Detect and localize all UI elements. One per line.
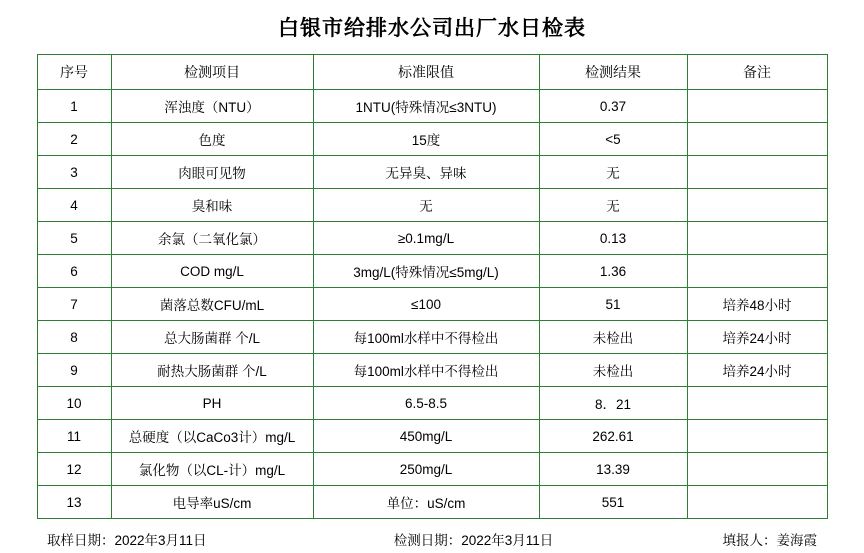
cell-limit: ≥0.1mg/L	[313, 222, 539, 255]
cell-result: 1.36	[539, 255, 687, 288]
cell-no: 12	[37, 453, 111, 486]
cell-limit: 单位：uS/cm	[313, 486, 539, 519]
cell-limit: ≤100	[313, 288, 539, 321]
cell-result: 未检出	[539, 354, 687, 387]
cell-no: 4	[37, 189, 111, 222]
table-row	[37, 90, 827, 123]
cell-no: 5	[37, 222, 111, 255]
column-header-item: 检测项目	[111, 55, 313, 90]
cell-item: PH	[111, 387, 313, 420]
table-row	[37, 453, 827, 486]
cell-limit: 每100ml水样中不得检出	[313, 321, 539, 354]
cell-limit: 无	[313, 189, 539, 222]
cell-remark: 培养24小时	[687, 321, 827, 354]
cell-item: 电导率uS/cm	[111, 486, 313, 519]
cell-remark	[687, 486, 827, 519]
reporter-name: 填报人：姜海霞	[722, 533, 817, 548]
cell-remark: 培养24小时	[687, 354, 827, 387]
cell-limit: 每100ml水样中不得检出	[313, 354, 539, 387]
table-row	[37, 189, 827, 222]
table-row	[37, 255, 827, 288]
column-header-limit: 标准限值	[313, 55, 539, 90]
cell-result: 无	[539, 189, 687, 222]
cell-limit: 1NTU(特殊情况≤3NTU)	[313, 90, 539, 123]
column-header-no: 序号	[37, 55, 111, 90]
column-header-result: 检测结果	[539, 55, 687, 90]
table-header-row	[37, 55, 827, 90]
cell-limit: 无异臭、异味	[313, 156, 539, 189]
cell-remark	[687, 189, 827, 222]
cell-item: 臭和味	[111, 189, 313, 222]
table-row	[37, 387, 827, 420]
table-row	[37, 288, 827, 321]
table-row	[37, 222, 827, 255]
cell-result: 262.61	[539, 420, 687, 453]
test-date: 检测日期：2022年3月11日	[393, 533, 554, 548]
cell-item: 色度	[111, 123, 313, 156]
cell-no: 7	[37, 288, 111, 321]
cell-result: 8．21	[539, 387, 687, 420]
cell-no: 1	[37, 90, 111, 123]
table-row	[37, 321, 827, 354]
page-title: 白银市给排水公司出厂水日检表	[278, 17, 586, 40]
table-row	[37, 354, 827, 387]
cell-no: 13	[37, 486, 111, 519]
cell-limit: 6.5-8.5	[313, 387, 539, 420]
cell-result: 13.39	[539, 453, 687, 486]
cell-item: 肉眼可见物	[111, 156, 313, 189]
cell-item: 余氯（二氧化氯）	[111, 222, 313, 255]
cell-result: <5	[539, 123, 687, 156]
table-row	[37, 123, 827, 156]
cell-no: 10	[37, 387, 111, 420]
table-row	[37, 420, 827, 453]
cell-result: 51	[539, 288, 687, 321]
cell-remark	[687, 156, 827, 189]
table-row	[37, 486, 827, 519]
cell-remark	[687, 123, 827, 156]
cell-result: 0.37	[539, 90, 687, 123]
cell-item: 菌落总数CFU/mL	[111, 288, 313, 321]
cell-limit: 3mg/L(特殊情况≤5mg/L)	[313, 255, 539, 288]
cell-no: 3	[37, 156, 111, 189]
cell-item: 总硬度（以CaCo3计）mg/L	[111, 420, 313, 453]
cell-item: 浑浊度（NTU）	[111, 90, 313, 123]
cell-no: 2	[37, 123, 111, 156]
cell-limit: 450mg/L	[313, 420, 539, 453]
table-row	[37, 156, 827, 189]
column-header-remark: 备注	[687, 55, 827, 90]
sampling-date: 取样日期：2022年3月11日	[47, 533, 207, 548]
cell-remark	[687, 420, 827, 453]
cell-item: 耐热大肠菌群 个/L	[111, 354, 313, 387]
cell-no: 11	[37, 420, 111, 453]
cell-remark	[687, 255, 827, 288]
cell-result: 551	[539, 486, 687, 519]
cell-remark: 培养48小时	[687, 288, 827, 321]
cell-result: 0.13	[539, 222, 687, 255]
cell-remark	[687, 90, 827, 123]
cell-item: COD mg/L	[111, 255, 313, 288]
cell-remark	[687, 222, 827, 255]
water-quality-table	[37, 54, 828, 519]
cell-limit: 250mg/L	[313, 453, 539, 486]
cell-no: 9	[37, 354, 111, 387]
cell-result: 无	[539, 156, 687, 189]
cell-no: 6	[37, 255, 111, 288]
cell-item: 总大肠菌群 个/L	[111, 321, 313, 354]
cell-no: 8	[37, 321, 111, 354]
cell-item: 氯化物（以CL-计）mg/L	[111, 453, 313, 486]
cell-remark	[687, 453, 827, 486]
report-footer	[37, 519, 827, 549]
cell-result: 未检出	[539, 321, 687, 354]
cell-remark	[687, 387, 827, 420]
cell-limit: 15度	[313, 123, 539, 156]
